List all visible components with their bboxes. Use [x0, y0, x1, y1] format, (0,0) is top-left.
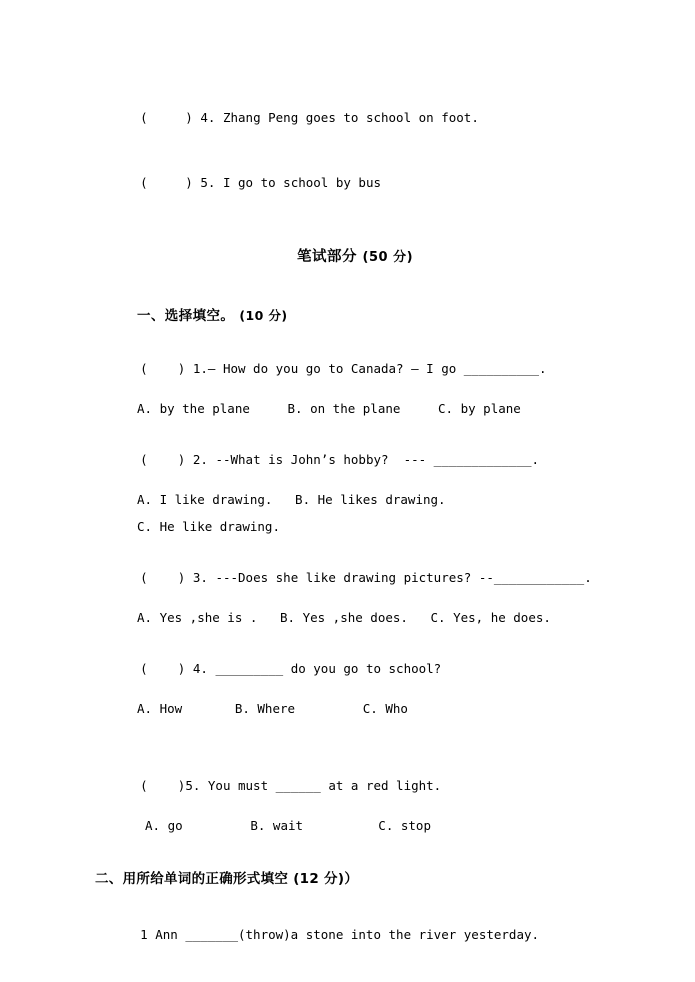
question-2-stem: --What is John’s hobby? --- _____________.	[215, 451, 540, 467]
question-4-bracket: ( )	[140, 661, 186, 676]
question-5-options: A. go B. wait C. stop	[145, 818, 431, 833]
written-section-title: 笔试部分	[296, 249, 357, 265]
part-one-title: 一、选择填空。	[137, 308, 235, 324]
spacer	[95, 716, 615, 742]
worksheet-content	[95, 95, 615, 954]
part-two-item-1-number: 1	[140, 927, 148, 942]
part-one-heading	[95, 304, 615, 324]
part-two-heading: 二、用所给单词的正确形式填空 (12 分)）	[95, 870, 359, 887]
question-3-number: 3.	[192, 570, 208, 585]
part-two-item-1-text: Ann _______(throw)a stone into the river yesterday.	[155, 927, 540, 942]
question-1-options: A. by the plane B. on the plane C. by plane	[137, 400, 521, 416]
question-5-number: 5.	[185, 778, 201, 793]
question-5	[95, 768, 615, 806]
question-2-options-line-2: C. He like drawing.	[137, 519, 280, 534]
listening-item-text: Zhang Peng goes to school on foot.	[222, 110, 479, 125]
listening-item-text: I go to school by bus	[222, 175, 382, 190]
question-5-bracket: ( )	[140, 778, 186, 793]
question-1-number: 1.	[192, 360, 208, 376]
question-2-options-line-1: A. I like drawing. B. He likes drawing.	[137, 491, 446, 507]
listening-item	[95, 160, 615, 205]
question-1	[95, 350, 615, 388]
listening-item-bracket: ( )	[140, 110, 193, 125]
question-5-stem: You must ______ at a red light.	[207, 778, 442, 793]
question-3-options: A. Yes ,she is . B. Yes ,she does. C. Yes, he does.	[137, 610, 551, 625]
question-4-options: A. How B. Where C. Who	[137, 701, 408, 716]
question-1-bracket: ( )	[140, 360, 186, 376]
written-section-points: (50 分)	[362, 250, 414, 265]
listening-item	[95, 95, 615, 140]
listening-item-number: 5.	[200, 175, 216, 190]
part-one-points: (10 分)	[239, 308, 288, 323]
question-4-number: 4.	[192, 661, 208, 676]
question-3-stem: ---Does she like drawing pictures? --____________.	[215, 570, 592, 585]
question-2	[95, 441, 615, 479]
part-two-item-1	[95, 917, 615, 955]
question-4-stem: _________ do you go to school?	[215, 661, 442, 676]
question-3	[95, 560, 615, 598]
written-section-heading	[95, 245, 615, 266]
listening-item-bracket: ( )	[140, 175, 193, 190]
listening-item-number: 4.	[200, 110, 216, 125]
question-1-stem: — How do you go to Canada? — I go __________.	[207, 360, 547, 376]
question-4	[95, 651, 615, 689]
question-2-bracket: ( )	[140, 451, 186, 467]
question-3-bracket: ( )	[140, 570, 186, 585]
question-2-number: 2.	[192, 451, 208, 467]
